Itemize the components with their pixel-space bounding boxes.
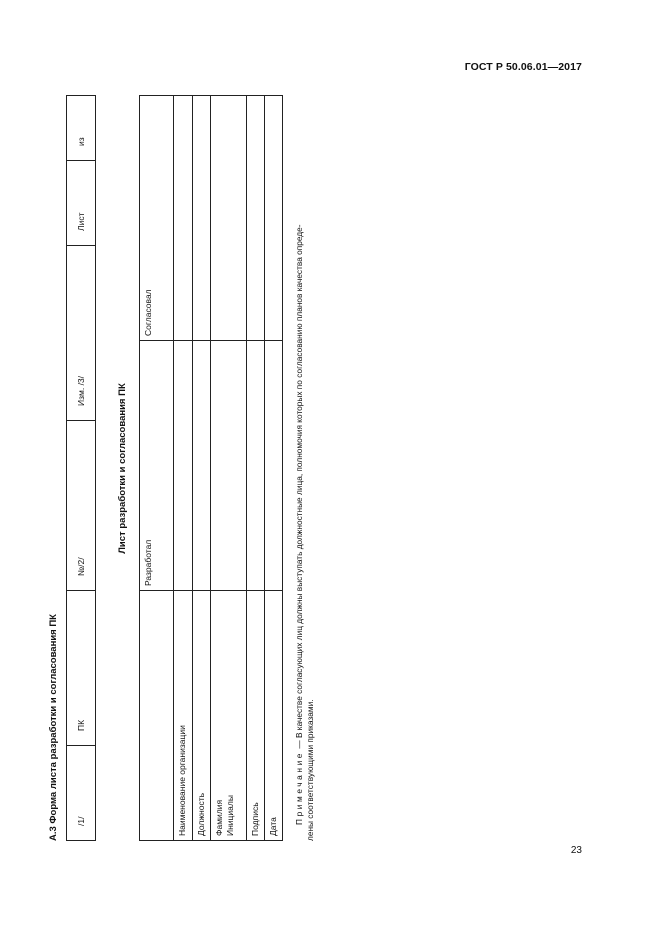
page-number: 23	[570, 845, 582, 856]
row-label-initials: Инициалы	[225, 795, 235, 836]
cell-approver-date	[265, 96, 283, 341]
form-cell-of: из	[67, 96, 96, 161]
col-header-developer: Разработал	[140, 341, 174, 591]
row-label-position: Должность	[193, 591, 211, 841]
cell-approver-org	[174, 96, 193, 341]
sheet-title: Лист разработки и согласования ПК	[117, 383, 128, 554]
section-title: А.3 Форма листа разработки и согласования ПК	[48, 614, 59, 841]
approval-sheet-table	[139, 95, 283, 841]
note-dash: —	[294, 738, 304, 751]
col-header-approver: Согласовал	[140, 96, 174, 341]
form-cell-pk: ПК	[67, 591, 96, 746]
cell-developer-date	[265, 341, 283, 591]
cell-approver-name	[211, 96, 247, 341]
form-cell-number: №/2/	[67, 421, 96, 591]
form-cell-revision: Изм. /3/	[67, 246, 96, 421]
row-label-signature: Подпись	[247, 591, 265, 841]
form-cell-sheet: Лист	[67, 161, 96, 246]
rotated-content	[44, 93, 334, 841]
note-text-line2: лены соответствующими приказами.	[305, 699, 315, 841]
header-empty-cell	[140, 591, 174, 841]
cell-developer-org	[174, 341, 193, 591]
cell-approver-signature	[247, 96, 265, 341]
row-label-name	[211, 591, 247, 841]
form-header-table	[66, 95, 96, 841]
cell-developer-position	[193, 341, 211, 591]
row-label-organization: Наименование организации	[174, 591, 193, 841]
row-label-date: Дата	[265, 591, 283, 841]
document-code: ГОСТ Р 50.06.01—2017	[464, 61, 582, 73]
note-label: Примечание	[294, 750, 304, 825]
row-label-surname: Фамилия	[214, 799, 224, 836]
cell-developer-name	[211, 341, 247, 591]
note	[294, 101, 316, 841]
form-cell-1: /1/	[67, 746, 96, 841]
note-text-line1: В качестве согласующих лиц должны выступать должностные лица, полномочия которых по согласованию планов качества опреде-	[294, 224, 304, 739]
cell-approver-position	[193, 96, 211, 341]
cell-developer-signature	[247, 341, 265, 591]
